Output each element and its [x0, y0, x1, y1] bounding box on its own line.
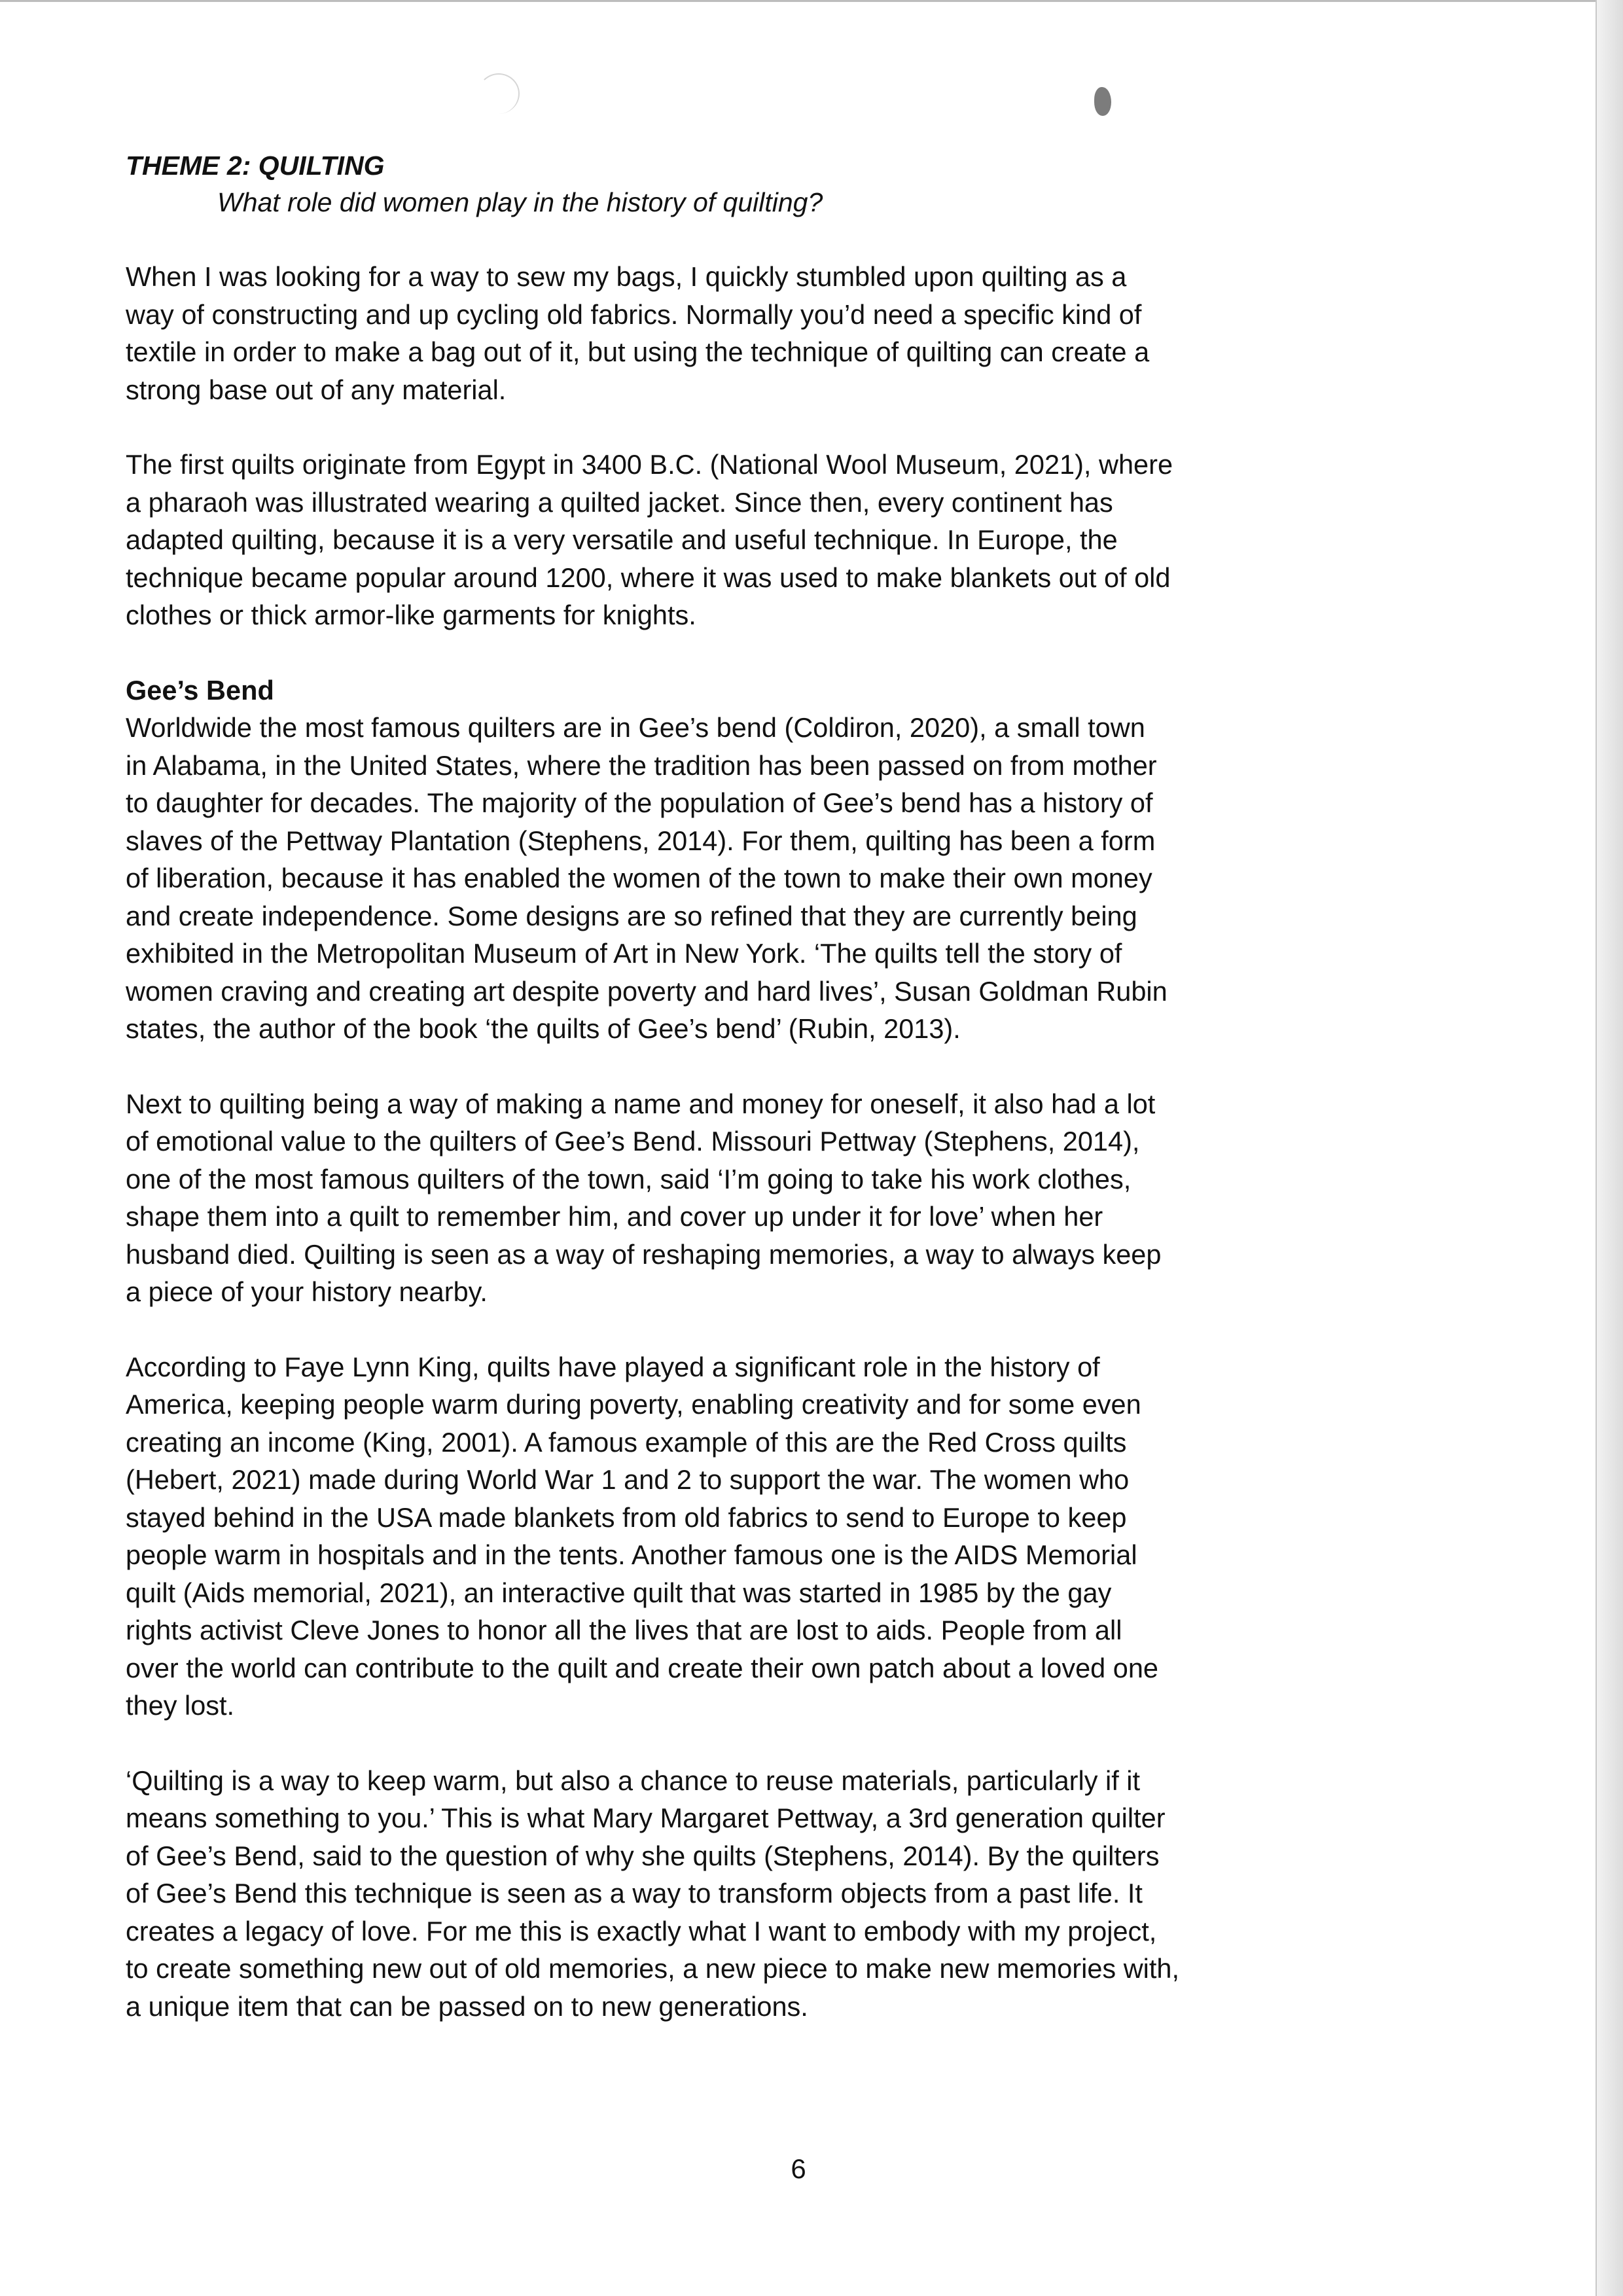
paragraph-gap [126, 408, 1356, 446]
paragraph-gap [126, 1048, 1356, 1085]
page-number: 6 [791, 2153, 806, 2184]
paragraph-gees-bend: Worldwide the most famous quilters are in Gee’s bend (Coldiron, 2020), a small town in Alabama, in the United States, where the tradition has been passed on from mother to daughter for decades. The majority of the population of Gee’s bend has a history of slaves of the Pettway Plantation (Stephens, 2014). For them, quilting has been a form of liberation, because it has enabled the women of the town to make their own money and create independence. Some designs are so refined that they are currently being exhibited in the Metropolitan Museum of Art in New York. ‘The quilts tell the story of women craving and creating art despite poverty and hard lives’, Susan Goldman Rubin states, the author of the book ‘the quilts of Gee’s bend’ (Rubin, 2013). [126, 712, 1168, 1044]
page-right-edge-shadow [1596, 0, 1623, 2296]
paragraph-gap [126, 634, 1356, 672]
section-heading: Gee’s Bend [126, 674, 274, 706]
paragraph-history: The first quilts originate from Egypt in 3400 B.C. (National Wool Museum, 2021), where a pharaoh was illustrated wearing a quilted jacket. Since then, every continent has adapted quilting, because it is a very versatile and useful technique. In Europe, the technique became popular around 1200, where it was used to make blankets out of old clothes or thick armor-like garments for knights. [126, 449, 1173, 630]
paragraph-gap [126, 1311, 1356, 1348]
page-top-edge [0, 0, 1597, 2]
paragraph-intro: When I was looking for a way to sew my bags, I quickly stumbled upon quilting as a way of constructing and up cycling old fabrics. Normally you’d need a specific kind of textile in order to make a bag out of it, but using the technique of quilting can create a strong base out of any material. [126, 261, 1150, 405]
scan-artifact-arc [478, 73, 520, 114]
theme-title: THEME 2: QUILTING [126, 151, 385, 181]
scan-artifact-mark [1094, 87, 1111, 116]
paragraph-legacy: ‘Quilting is a way to keep warm, but also a chance to reuse materials, particularly if it means something to you.’ This is what Mary Margaret Pettway, a 3rd generation quilter of Gee’s Bend, said to the question of why she quilts (Stephens, 2014). By the quilters of Gee’s Bend this technique is seen as a way to transform objects from a past life. It creates a legacy of love. For me this is exactly what I want to embody with my project, to create something new out of old memories, a new piece to make new memories with, a unique item that can be passed on to new generations. [126, 1765, 1180, 2022]
paragraph-gap [126, 221, 1356, 258]
document-body [126, 147, 1356, 2025]
paragraph-emotional-value: Next to quilting being a way of making a name and money for oneself, it also had a lot of emotional value to the quilters of Gee’s Bend. Missouri Pettway (Stephens, 2014), one of the most famous quilters of the town, said ‘I’m going to take his work clothes, shape them into a quilt to remember him, and cover up under it for love’ when her husband died. Quilting is seen as a way of reshaping memories, a way to always keep a piece of your history nearby. [126, 1088, 1162, 1307]
theme-question: What role did women play in the history of quilting? [217, 187, 823, 217]
paragraph-gap [126, 1725, 1356, 1762]
paragraph-america: According to Faye Lynn King, quilts have played a significant role in the history of America, keeping people warm during poverty, enabling creativity and for some even creating an income (King, 2001). A famous example of this are the Red Cross quilts (Hebert, 2021) made during World War 1 and 2 to support the war. The women who stayed behind in the USA made blankets from old fabrics to send to Europe to keep people warm in hospitals and in the tents. Another famous one is the AIDS Memorial quilt (Aids memorial, 2021), an interactive quilt that was started in 1985 by the gay rights activist Cleve Jones to honor all the lives that are lost to aids. People from all over the world can contribute to the quilt and create their own patch about a loved one they lost. [126, 1351, 1159, 1721]
